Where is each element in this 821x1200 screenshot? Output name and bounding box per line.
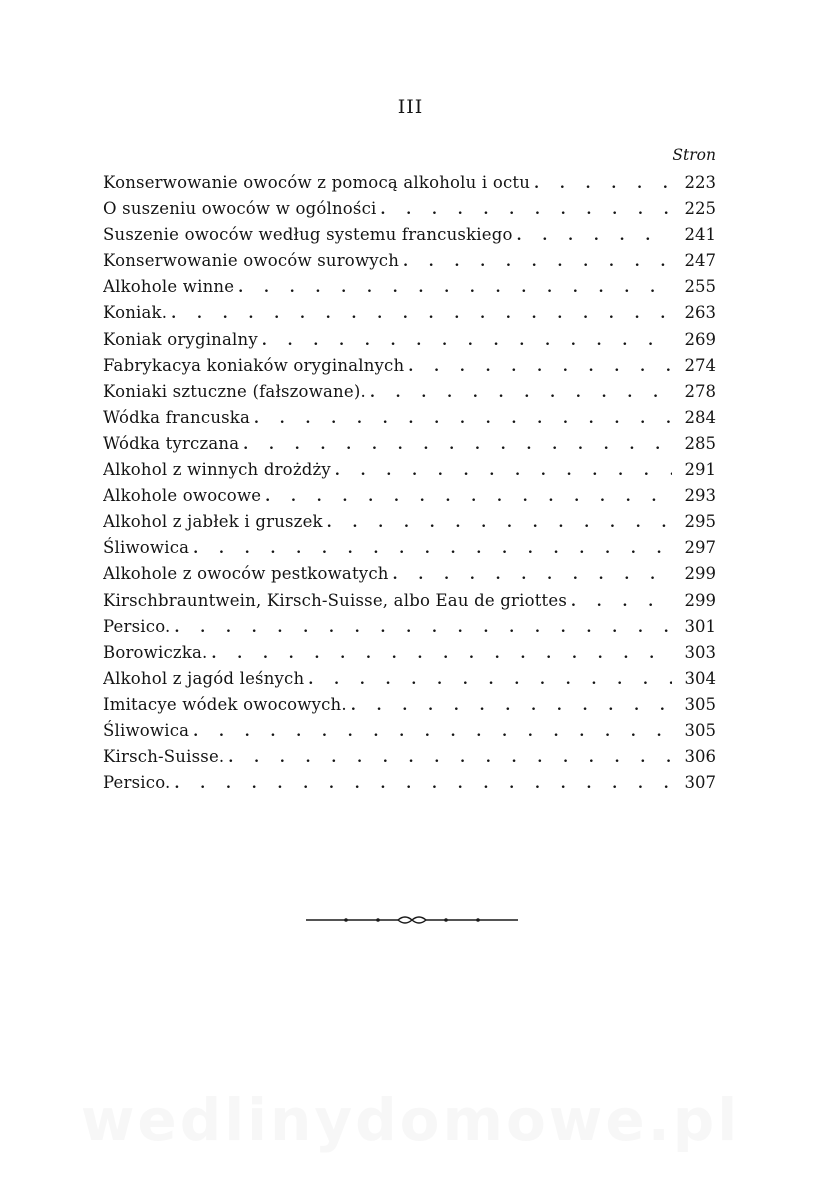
toc-entry-page: 241 [684,225,716,245]
toc-entry [103,770,716,796]
toc-entry-page: 247 [684,251,716,271]
toc-entry-title: Fabrykacya koniaków oryginalnych [103,355,405,375]
dot-leader [254,406,672,431]
dot-leader [381,197,672,222]
toc-entry-page: 299 [684,564,716,584]
toc-entry-page: 301 [684,616,716,636]
toc-entry [103,614,716,640]
toc-entry [103,196,716,222]
dot-leader [265,484,672,509]
toc-entry-page: 293 [684,486,716,506]
toc-entry-title: Konserwowanie owoców z pomocą alkoholu i octu [103,173,531,192]
toc-entry-page: 284 [684,407,716,427]
toc-entry-page: 255 [684,277,716,297]
toc-entry-title: Alkohole winne [103,277,235,297]
dot-leader [171,301,672,326]
toc-entry [103,300,716,326]
toc-entry [103,744,716,770]
toc-entry-title: Persico. [103,616,171,636]
toc-entry-title: Koniaki sztuczne (fałszowane). [103,381,366,401]
toc-entry-page: 285 [684,433,716,453]
dot-leader [212,641,673,666]
toc-entry-title: Kirschbrauntwein, Kirsch-Suisse, albo Eau de griottes [103,590,568,610]
dot-leader [308,667,672,692]
toc-entry [103,535,716,561]
toc-entry-title: Persico. [103,773,171,793]
dot-leader [193,719,672,744]
toc-entry [103,457,716,483]
toc-entry-page: 269 [684,329,716,349]
line-ornament-icon [306,908,518,932]
toc-entry [103,379,716,405]
dot-leader [408,354,672,379]
toc-entry-page: 295 [684,512,716,532]
table-of-contents [103,170,716,796]
dot-leader [243,432,672,457]
dot-leader [327,510,672,535]
toc-entry [103,666,716,692]
toc-entry-title: Alkohole z owoców pestkowatych [103,564,389,584]
dot-leader [228,745,672,770]
toc-entry-title: Wódka francuska [103,407,251,427]
toc-entry [103,222,716,248]
dot-leader [335,458,672,483]
page-number: III [397,96,424,118]
toc-entry [103,640,716,666]
toc-entry-title: Śliwowica [103,538,190,558]
toc-entry-page: 305 [684,694,716,714]
toc-entry-page: 263 [684,303,716,323]
toc-entry-title: Imitacye wódek owocowych. [103,694,347,714]
toc-entry-page: 297 [684,538,716,558]
toc-entry-title: Koniak. [103,303,168,323]
dot-leader [175,771,673,796]
toc-entry-title: Alkohol z jagód leśnych [103,668,305,688]
dot-leader [370,380,672,405]
dot-leader [238,275,672,300]
dot-leader [351,693,672,718]
toc-entry-page: 303 [684,642,716,662]
dot-leader [393,562,672,587]
dot-leader [193,536,672,561]
toc-entry-page: 305 [684,720,716,740]
toc-entry-title: Konserwowanie owoców surowych [103,251,400,271]
toc-entry [103,274,716,300]
toc-entry-title: Kirsch-Suisse. [103,747,225,767]
toc-entry-title: Alkohol z winnych drożdży [103,460,331,480]
dot-leader [403,249,672,274]
toc-entry [103,248,716,274]
dot-leader [262,328,672,353]
toc-entry-title: Alkohol z jabłek i gruszek [103,512,323,532]
toc-entry-page: 291 [684,460,716,480]
toc-entry-page: 304 [684,668,716,688]
toc-entry-title: Koniak oryginalny [103,329,258,349]
dot-leader [517,223,672,248]
toc-entry-page: 223 [684,173,716,192]
toc-entry [103,483,716,509]
toc-entry-title: Alkohole owocowe [103,486,262,506]
toc-entry-title: O suszeniu owoców w ogólności [103,199,377,219]
dot-leader [571,589,672,614]
toc-entry-page: 307 [684,773,716,793]
toc-entry [103,588,716,614]
toc-entry [103,692,716,718]
toc-entry [103,561,716,587]
toc-entry [103,170,716,196]
page-column-header: Stron [672,146,716,164]
dot-leader [534,171,672,196]
toc-entry-page: 299 [684,590,716,610]
toc-entry [103,353,716,379]
toc-entry-page: 274 [684,355,716,375]
toc-entry-page: 225 [684,199,716,219]
dot-leader [175,615,673,640]
toc-entry-title: Suszenie owoców według systemu francuskiego [103,225,513,245]
watermark: wedlinydomowe.pl [80,1086,741,1154]
toc-entry-page: 306 [684,747,716,767]
toc-entry-title: Wódka tyrczana [103,433,240,453]
toc-entry-title: Borowiczka. [103,642,208,662]
toc-entry-page: 278 [684,381,716,401]
toc-entry-title: Śliwowica [103,720,190,740]
toc-entry [103,405,716,431]
toc-entry [103,509,716,535]
toc-entry [103,718,716,744]
toc-entry [103,327,716,353]
toc-entry [103,431,716,457]
